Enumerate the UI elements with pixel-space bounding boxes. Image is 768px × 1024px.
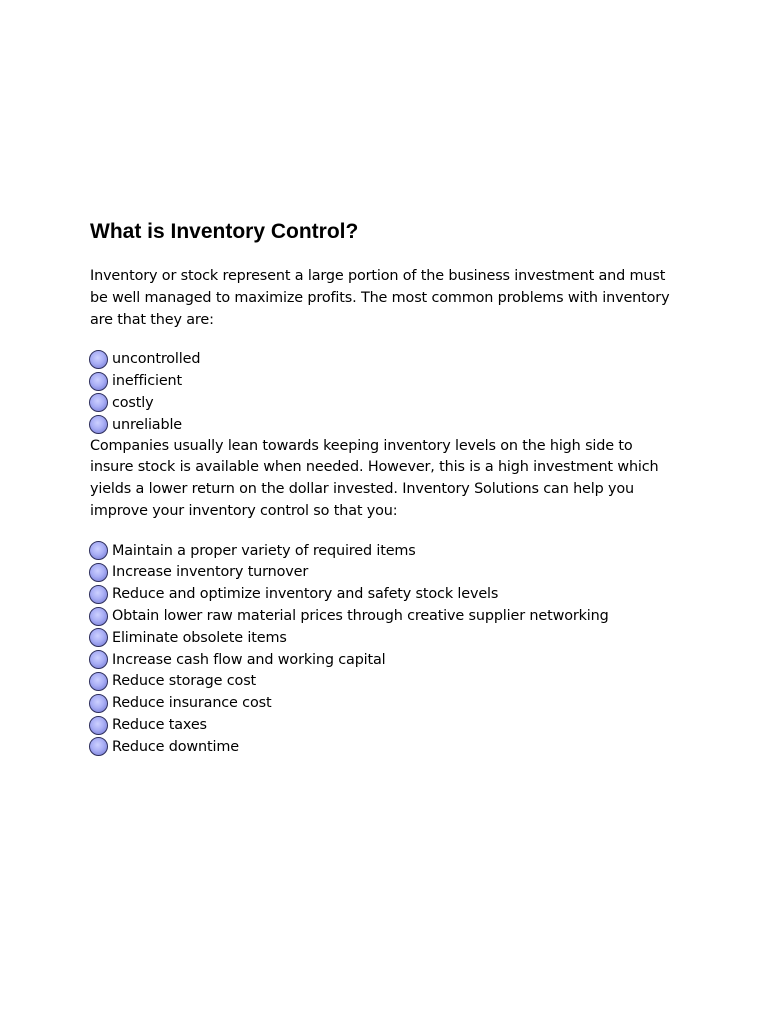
blue-sphere-bullet-icon [89, 737, 108, 756]
list-item [90, 370, 680, 392]
list-item [90, 562, 680, 584]
list-item-text: Reduce and optimize inventory and safety stock levels [112, 586, 499, 603]
list-item [90, 692, 680, 714]
blue-sphere-bullet-icon [89, 694, 108, 713]
list-item [90, 714, 680, 736]
benefits-list [90, 540, 680, 758]
list-item [90, 583, 680, 605]
blue-sphere-bullet-icon [89, 585, 108, 604]
blue-sphere-bullet-icon [89, 672, 108, 691]
intro-paragraph: Inventory or stock represent a large portion of the business investment and must be well managed to maximize profits. The most common problems with inventory are that they are: [90, 268, 670, 328]
blue-sphere-bullet-icon [89, 716, 108, 735]
blue-sphere-bullet-icon [89, 350, 108, 369]
list-item-text: unreliable [112, 416, 182, 433]
list-item-text: Obtain lower raw material prices through creative supplier networking [112, 608, 609, 625]
list-item [90, 414, 680, 436]
blue-sphere-bullet-icon [89, 628, 108, 647]
list-item-text: uncontrolled [112, 351, 201, 368]
middle-paragraph: Companies usually lean towards keeping inventory levels on the high side to insure stock is available when needed. However, this is a high investment which yields a lower return on the dollar invested. Inventory Solutions can help you improve your inventory control so that you: [90, 437, 659, 519]
list-item [90, 736, 680, 758]
blue-sphere-bullet-icon [89, 607, 108, 626]
blue-sphere-bullet-icon [89, 541, 108, 560]
list-item-text: Reduce taxes [112, 717, 207, 734]
blue-sphere-bullet-icon [89, 650, 108, 669]
list-item-text: Reduce insurance cost [112, 695, 272, 712]
page-title: What is Inventory Control? [90, 220, 359, 243]
list-item-text: Increase inventory turnover [112, 564, 309, 581]
list-item-text: Eliminate obsolete items [112, 629, 287, 646]
blue-sphere-bullet-icon [89, 563, 108, 582]
list-item [90, 649, 680, 671]
list-item-text: costly [112, 394, 154, 411]
problems-list [90, 348, 680, 435]
list-item [90, 392, 680, 414]
list-item [90, 627, 680, 649]
list-item-text: inefficient [112, 373, 182, 390]
blue-sphere-bullet-icon [89, 393, 108, 412]
list-item [90, 671, 680, 693]
list-item-text: Reduce storage cost [112, 673, 257, 690]
list-item [90, 540, 680, 562]
blue-sphere-bullet-icon [89, 415, 108, 434]
list-item-text: Increase cash flow and working capital [112, 651, 386, 668]
list-item [90, 348, 680, 370]
document-page [90, 218, 680, 758]
list-item [90, 605, 680, 627]
list-item-text: Reduce downtime [112, 738, 239, 755]
list-item-text: Maintain a proper variety of required items [112, 542, 416, 559]
blue-sphere-bullet-icon [89, 372, 108, 391]
